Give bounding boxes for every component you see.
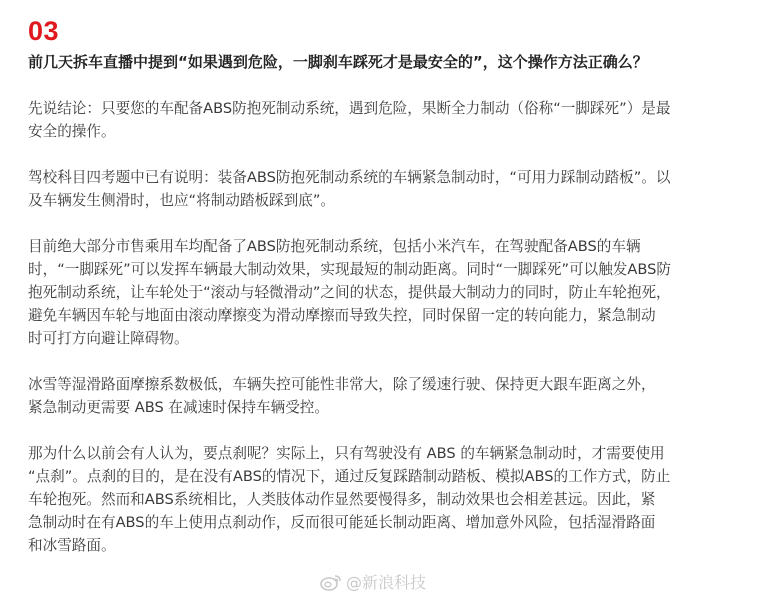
paragraph-conclusion [28,97,740,143]
spacer [28,212,740,235]
paragraph-line: 驾校科目四考题中已有说明：装备ABS防抱死制动系统的车辆紧急制动时，“可用力踩制动踏板”。以 [28,169,671,186]
paragraph-line: 时，“一脚踩死”可以发挥车辆最大制动效果，实现最短的制动距离。同时“一脚踩死”可以触发ABS防 [28,261,671,278]
paragraph-line: 抱死制动系统，让车轮处于“滚动与轻微滑动”之间的状态，提供最大制动力的同时，防止车轮抱死， [28,284,671,301]
watermark [320,570,426,593]
spacer [28,143,740,166]
section-number: 03 [28,16,60,46]
paragraph-line: 紧急制动更需要 ABS 在减速时保持车辆受控。 [28,399,329,416]
paragraph-line: 先说结论：只要您的车配备ABS防抱死制动系统，遇到危险，果断全力制动（俗称“一脚踩死”）是最 [28,100,671,117]
paragraph-line: 急制动时在有ABS的车上使用点刹动作，反而很可能延长制动距离、增加意外风险，包括湿滑路面 [28,514,656,531]
paragraph-line: 目前绝大部分市售乘用车均配备了ABS防抱死制动系统，包括小米汽车，在驾驶配备ABS的车辆 [28,238,641,255]
spacer [28,350,740,373]
paragraph-line: 那为什么以前会有人认为，要点刹呢？实际上，只有驾驶没有 ABS 的车辆紧急制动时，才需要使用 [28,445,665,462]
spacer [28,74,740,97]
paragraph-line: 冰雪等湿滑路面摩擦系数极低，车辆失控可能性非常大，除了缓速行驶、保持更大跟车距离之外， [28,376,656,393]
watermark-text: @新浪科技 [346,573,427,592]
paragraph-pulse-braking [28,442,740,557]
paragraph-line: “点刹”。点刹的目的，是在没有ABS的情况下，通过反复踩踏制动踏板、模拟ABS的工作方式，防止 [28,468,671,485]
article [28,14,740,557]
section-question: 前几天拆车直播中提到“如果遇到危险，一脚刹车踩死才是最安全的”，这个操作方法正确么？ [28,53,648,71]
paragraph-driving-test [28,166,740,212]
weibo-icon [320,573,342,591]
paragraph-icy-roads [28,373,740,419]
paragraph-line: 及车辆发生侧滑时，也应“将制动踏板踩到底”。 [28,192,335,209]
spacer [28,419,740,442]
paragraph-abs-explanation [28,235,740,350]
paragraph-line: 时可打方向避让障碍物。 [28,330,189,347]
paragraph-line: 安全的操作。 [28,123,116,140]
paragraph-line: 避免车辆因车轮与地面由滚动摩擦变为滑动摩擦而导致失控，同时保留一定的转向能力，紧急制动 [28,307,656,324]
paragraph-line: 车轮抱死。然而和ABS系统相比，人类肢体动作显然要慢得多，制动效果也会相差甚远。因此，紧 [28,491,656,508]
paragraph-line: 和冰雪路面。 [28,537,116,554]
